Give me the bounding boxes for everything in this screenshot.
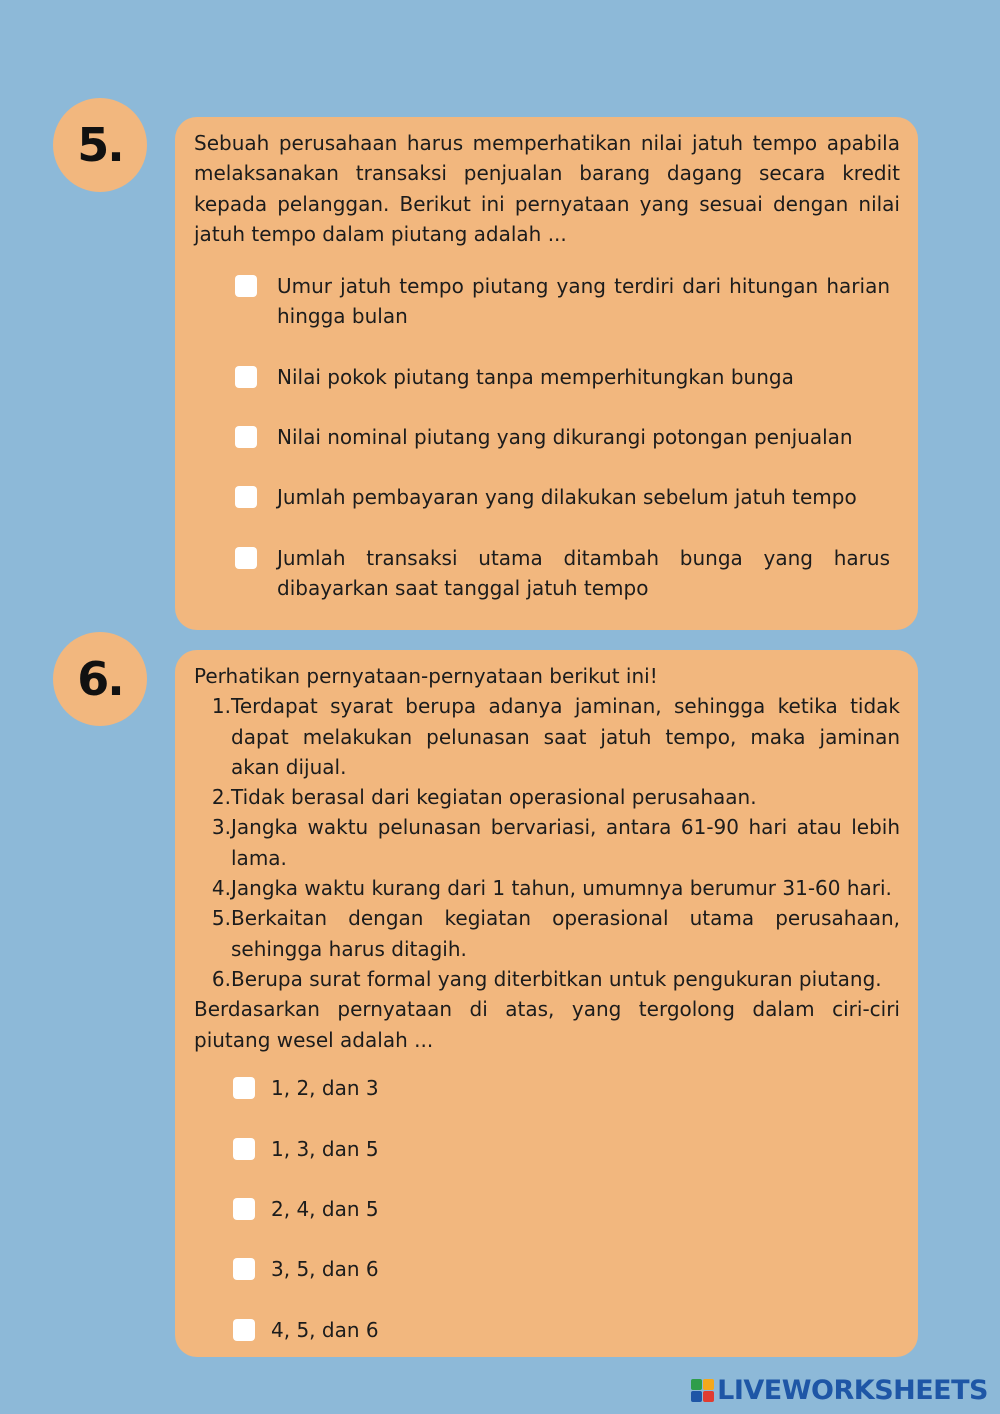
answer-option[interactable]: [233, 1254, 890, 1284]
option-label: 4, 5, dan 6: [271, 1318, 379, 1342]
answer-option[interactable]: [235, 362, 890, 392]
option-label: Jumlah pembayaran yang dilakukan sebelum jatuh tempo: [277, 485, 857, 509]
statement-number: 3.: [211, 815, 231, 840]
question-card: [175, 650, 918, 1357]
question-text: Berdasarkan pernyataan di atas, yang tergolong dalam ciri-ciri piutang wesel adalah ...: [194, 997, 900, 1052]
option-label: 2, 4, dan 5: [271, 1197, 379, 1221]
checkbox[interactable]: [233, 1258, 255, 1280]
answer-option[interactable]: [235, 422, 890, 452]
logo-mark-icon: [691, 1379, 714, 1402]
question-intro: Perhatikan pernyataan-pernyataan berikut ini!: [194, 664, 658, 688]
question-number-badge: 5.: [53, 98, 147, 192]
checkbox[interactable]: [235, 275, 257, 297]
option-label: 1, 3, dan 5: [271, 1137, 379, 1161]
statement-text: Tidak berasal dari kegiatan operasional perusahaan.: [231, 785, 757, 810]
answer-option[interactable]: [235, 271, 890, 332]
statement-number: 6.: [211, 966, 231, 991]
answer-option[interactable]: [233, 1194, 890, 1224]
answer-option[interactable]: [233, 1315, 890, 1345]
question-body: [194, 661, 900, 1055]
checkbox[interactable]: [233, 1138, 255, 1160]
answer-option[interactable]: [233, 1134, 890, 1164]
statement-number: 1.: [211, 694, 231, 719]
checkbox[interactable]: [233, 1198, 255, 1220]
option-label: Umur jatuh tempo piutang yang terdiri dari hitungan harian hingga bulan: [277, 274, 890, 329]
logo-text: LIVEWORKSHEETS: [717, 1375, 988, 1406]
statement-number: 5.: [211, 906, 231, 931]
statement-text: Terdapat syarat berupa adanya jaminan, sehingga ketika tidak dapat melakukan pelunasan saat jatuh tempo, maka jaminan akan dijual.: [231, 694, 900, 779]
statement-number: 2.: [211, 785, 231, 810]
option-label: Jumlah transaksi utama ditambah bunga yang harus dibayarkan saat tanggal jatuh tempo: [277, 546, 890, 601]
checkbox[interactable]: [233, 1319, 255, 1341]
statement-text: Berkaitan dengan kegiatan operasional utama perusahaan, sehingga harus ditagih.: [231, 906, 900, 961]
statement-text: Berupa surat formal yang diterbitkan untuk pengukuran piutang.: [231, 966, 882, 991]
statement-item: [194, 782, 900, 812]
checkbox[interactable]: [235, 547, 257, 569]
statement-text: Jangka waktu pelunasan bervariasi, antara 61-90 hari atau lebih lama.: [231, 815, 900, 870]
statement-item: [194, 812, 900, 873]
question-text: Sebuah perusahaan harus memperhatikan nilai jatuh tempo apabila melaksanakan transaksi penjualan barang dagang secara kredit kepada pelanggan. Berikut ini pernyataan yang sesuai dengan nilai jatuh tempo dalam piutang adalah ...: [194, 131, 900, 246]
question-number-badge: 6.: [53, 632, 147, 726]
liveworksheets-logo: [691, 1375, 988, 1406]
option-label: Nilai nominal piutang yang dikurangi potongan penjualan: [277, 425, 853, 449]
statement-item: [194, 691, 900, 782]
option-label: Nilai pokok piutang tanpa memperhitungkan bunga: [277, 365, 794, 389]
answer-option[interactable]: [235, 482, 890, 512]
statement-item: [194, 964, 900, 994]
statement-text: Jangka waktu kurang dari 1 tahun, umumnya berumur 31-60 hari.: [231, 876, 892, 901]
option-label: 1, 2, dan 3: [271, 1076, 379, 1100]
statement-list: [194, 691, 900, 994]
checkbox[interactable]: [235, 486, 257, 508]
answer-option[interactable]: [233, 1073, 890, 1103]
checkbox[interactable]: [235, 366, 257, 388]
statement-item: [194, 903, 900, 964]
statement-number: 4.: [211, 876, 231, 901]
answer-option[interactable]: [235, 543, 890, 604]
statement-item: [194, 873, 900, 903]
question-card: [175, 117, 918, 630]
option-label: 3, 5, dan 6: [271, 1257, 379, 1281]
checkbox[interactable]: [233, 1077, 255, 1099]
checkbox[interactable]: [235, 426, 257, 448]
